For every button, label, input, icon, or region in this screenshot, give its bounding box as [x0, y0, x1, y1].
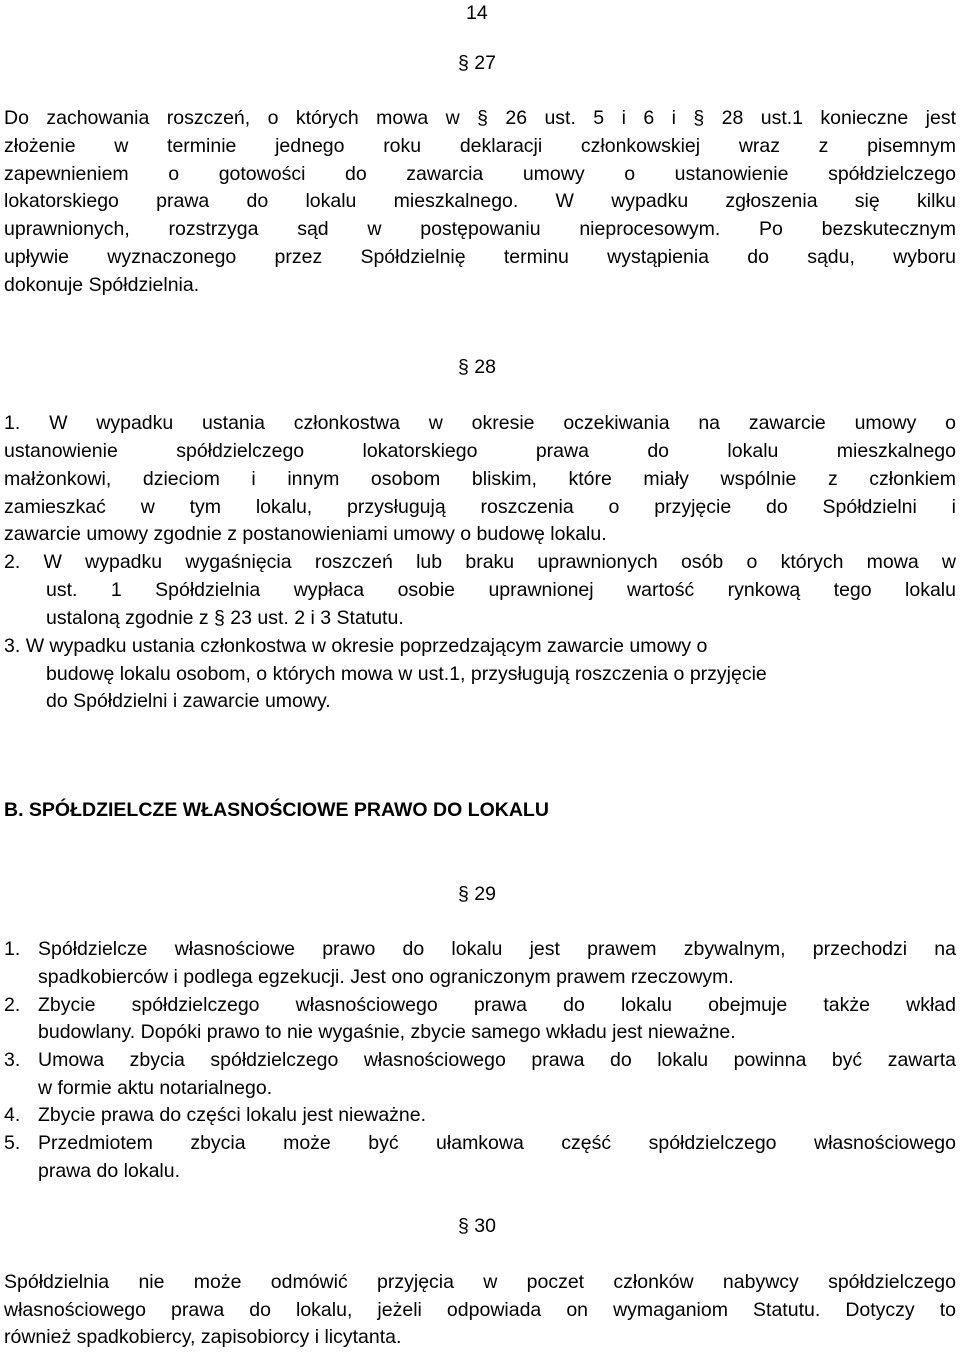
- item-line: Zbycie spółdzielczego własnościowego prawa do lokalu obejmuje także wkład: [38, 994, 956, 1016]
- paragraph-line: Do zachowania roszczeń, o których mowa w § 26 ust. 5 i 6 i § 28 ust.1 konieczne jest: [4, 107, 956, 129]
- item-number: 4.: [4, 1104, 21, 1126]
- item-number: 1.: [4, 938, 21, 960]
- item-number: 2.: [4, 994, 21, 1016]
- paragraph-line: upływie wyznaczonego przez Spółdzielnię terminu wystąpienia do sądu, wyboru: [4, 246, 956, 268]
- paragraph-line: lokatorskiego prawa do lokalu mieszkalnego. W wypadku zgłoszenia się kilku: [4, 190, 956, 212]
- item-first-line: [4, 410, 956, 436]
- item-number: 5.: [4, 1132, 21, 1154]
- paragraph-line: dokonuje Spółdzielnia.: [4, 274, 200, 296]
- section-b-heading: B. SPÓŁDZIELCZE WŁASNOŚCIOWE PRAWO DO LOKALU: [4, 799, 549, 821]
- item-line: budowę lokalu osobom, o których mowa w ust.1, przysługują roszczenia o przyjęcie: [46, 663, 767, 685]
- paragraph-line: uprawnionych, rozstrzyga sąd w postępowaniu nieprocesowym. Po bezskutecznym: [4, 218, 956, 240]
- item-number: 3.: [4, 635, 21, 657]
- section-mark-29: § 29: [458, 883, 496, 905]
- item-line: ust. 1 Spółdzielnia wypłaca osobie uprawnionej wartość rynkową tego lokalu: [46, 579, 956, 601]
- section-mark-28: § 28: [458, 356, 496, 378]
- paragraph-line: zapewnieniem o gotowości do zawarcia umowy o ustanowienie spółdzielczego: [4, 163, 956, 185]
- item-line: zawarcie umowy zgodnie z postanowieniami umowy o budowę lokalu.: [4, 523, 607, 545]
- item-line: Przedmiotem zbycia może być ułamkowa część spółdzielczego własnościowego: [38, 1132, 956, 1154]
- item-line: ustaloną zgodnie z § 23 ust. 2 i 3 Statutu.: [46, 607, 404, 629]
- item-line: Zbycie prawa do części lokalu jest nieważne.: [38, 1104, 427, 1126]
- item-line: zamieszkać w tym lokalu, przysługują roszczenia o przyjęcie do Spółdzielni i: [4, 496, 956, 518]
- paragraph-line: złożenie w terminie jednego roku deklaracji członkowskiej wraz z pisemnym: [4, 135, 956, 157]
- item-line: prawa do lokalu.: [38, 1160, 181, 1182]
- item-line: spadkobierców i podlega egzekucji. Jest ono ograniczonym prawem rzeczowym.: [38, 966, 734, 988]
- item-line: budowlany. Dopóki prawo to nie wygaśnie, zbycie samego wkładu jest nieważne.: [38, 1021, 736, 1043]
- item-first-line: [4, 549, 956, 575]
- section-mark-30: § 30: [458, 1215, 496, 1237]
- item-line: do Spółdzielni i zawarcie umowy.: [46, 690, 331, 712]
- item-line: małżonkowi, dzieciom i innym osobom bliskim, które miały wspólnie z członkiem: [4, 468, 956, 490]
- item-line: Umowa zbycia spółdzielczego własnościowego prawa do lokalu powinna być zawarta: [38, 1049, 956, 1071]
- item-text: W wypadku ustania członkostwa w okresie poprzedzającym zawarcie umowy o: [25, 635, 708, 657]
- item-text: W wypadku wygaśnięcia roszczeń lub braku uprawnionych osób o których mowa w: [43, 551, 956, 573]
- item-line: w formie aktu notarialnego.: [38, 1077, 273, 1099]
- paragraph-line: Spółdzielnia nie może odmówić przyjęcia w poczet członków nabywcy spółdzielczego: [4, 1271, 956, 1293]
- item-number: 1.: [4, 412, 21, 434]
- item-text: W wypadku ustania członkostwa w okresie oczekiwania na zawarcie umowy o: [49, 412, 957, 434]
- item-first-line: [4, 633, 707, 659]
- item-line: ustanowienie spółdzielczego lokatorskiego prawa do lokalu mieszkalnego: [4, 440, 956, 462]
- page-number: 14: [466, 2, 488, 24]
- paragraph-line: własnościowego prawa do lokalu, jeżeli odpowiada on wymaganiom Statutu. Dotyczy to: [4, 1299, 956, 1321]
- item-number: 2.: [4, 551, 21, 573]
- paragraph-line: również spadkobiercy, zapisobiorcy i licytanta.: [4, 1326, 402, 1348]
- section-mark-27: § 27: [458, 52, 496, 74]
- item-number: 3.: [4, 1049, 21, 1071]
- item-line: Spółdzielcze własnościowe prawo do lokalu jest prawem zbywalnym, przechodzi na: [38, 938, 956, 960]
